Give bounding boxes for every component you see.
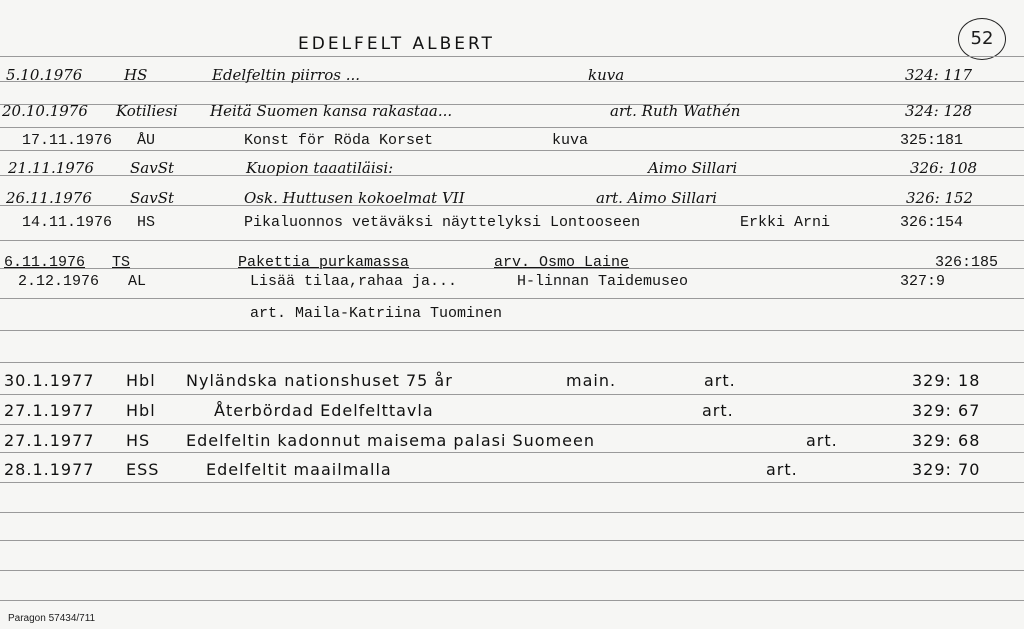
entry-row <box>0 370 1024 392</box>
entry-ref: 326: 108 <box>910 159 978 177</box>
entry-extra2: art. <box>704 371 736 390</box>
entry-date: 21.11.1976 <box>8 159 94 177</box>
entry-title: Kuopion taaatiläisi: <box>246 159 394 177</box>
entry-row <box>0 187 1024 209</box>
entry-title: Nyländska nationshuset 75 år <box>186 371 453 390</box>
entry-title: Osk. Huttusen kokoelmat VII <box>244 189 465 207</box>
entry-ref: 329: 67 <box>912 401 981 420</box>
rule-line <box>0 330 1024 331</box>
entry-title: Återbördad Edelfelttavla <box>214 401 434 420</box>
entry-row <box>0 157 1024 179</box>
entry-title: Konst för Röda Korset <box>244 132 434 149</box>
rule-line <box>0 512 1024 513</box>
rule-line <box>0 362 1024 363</box>
entry-source: SavSt <box>130 159 174 177</box>
rule-line <box>0 600 1024 601</box>
entry-row <box>0 430 1024 452</box>
rule-line <box>0 452 1024 453</box>
entry-extra2: art. <box>806 431 838 450</box>
entry-extra: art. Aimo Sillari <box>596 189 717 207</box>
entry-date: 2.12.1976 <box>18 273 100 290</box>
rule-line <box>0 56 1024 57</box>
entry-extra: arv. Osmo Laine <box>494 254 630 271</box>
rule-line <box>0 540 1024 541</box>
entry-date: 17.11.1976 <box>22 132 113 149</box>
entry-source: Kotiliesi <box>116 102 178 120</box>
entry-row <box>0 64 1024 86</box>
rule-line <box>0 394 1024 395</box>
entry-row <box>0 271 1024 293</box>
entry-title: Pikaluonnos vetäväksi näyttelyksi Lontooseen <box>244 214 641 231</box>
entry-date: 28.1.1977 <box>4 460 95 479</box>
entry-ref: 329: 18 <box>912 371 981 390</box>
entry-source: TS <box>112 254 131 271</box>
entry-extra: art. Ruth Wathén <box>610 102 741 120</box>
entry-source: HS <box>137 214 156 231</box>
rule-line <box>0 127 1024 128</box>
entry-extra2: art. <box>766 460 798 479</box>
entry-date: 20.10.1976 <box>2 102 88 120</box>
entry-date: 27.1.1977 <box>4 401 95 420</box>
entry-date: 6.11.1976 <box>4 254 86 271</box>
entry-extra2: art. <box>702 401 734 420</box>
rule-line <box>0 482 1024 483</box>
page-number-circle: 52 <box>958 18 1006 60</box>
entry-extra: H-linnan Taidemuseo <box>517 273 689 290</box>
entry-extra: kuva <box>588 66 625 84</box>
entry-title: art. Maila-Katriina Tuominen <box>250 305 503 322</box>
entry-source: SavSt <box>130 189 174 207</box>
entry-source: HS <box>124 66 148 84</box>
entry-date: 5.10.1976 <box>6 66 83 84</box>
card-heading: EDELFELT ALBERT <box>298 34 495 54</box>
entry-source: ESS <box>126 460 160 479</box>
entry-extra: Aimo Sillari <box>648 159 738 177</box>
entry-row <box>0 130 1024 152</box>
entry-title: Edelfeltin kadonnut maisema palasi Suomeen <box>186 431 596 450</box>
entry-row <box>0 459 1024 481</box>
entry-extra: Erkki Arni <box>740 214 831 231</box>
entry-source: HS <box>126 431 151 450</box>
entry-ref: 326:154 <box>900 214 964 231</box>
entry-row <box>0 100 1024 122</box>
entry-ref: 324: 117 <box>905 66 973 84</box>
entry-ref: 329: 70 <box>912 460 981 479</box>
entry-date: 30.1.1977 <box>4 371 95 390</box>
entry-date: 14.11.1976 <box>22 214 113 231</box>
entry-title: Edelfeltit maailmalla <box>206 460 392 479</box>
entry-ref: 324: 128 <box>905 102 973 120</box>
entry-title: Lisää tilaa,rahaa ja... <box>250 273 458 290</box>
entry-date: 27.1.1977 <box>4 431 95 450</box>
entry-ref: 326:185 <box>935 254 999 271</box>
entry-extra: main. <box>566 371 617 390</box>
entry-title: Edelfeltin piirros ... <box>212 66 361 84</box>
entry-ref: 325:181 <box>900 132 964 149</box>
entry-extra: kuva <box>552 132 589 149</box>
entry-title: Pakettia purkamassa <box>238 254 410 271</box>
entry-source: AL <box>128 273 147 290</box>
rule-line <box>0 424 1024 425</box>
entry-row <box>0 212 1024 234</box>
entry-date: 26.11.1976 <box>6 189 92 207</box>
entry-title: Heitä Suomen kansa rakastaa... <box>210 102 453 120</box>
entry-ref: 327:9 <box>900 273 946 290</box>
entry-ref: 329: 68 <box>912 431 981 450</box>
rule-line <box>0 298 1024 299</box>
rule-line <box>0 240 1024 241</box>
entry-row <box>0 303 1024 325</box>
entry-source: Hbl <box>126 401 156 420</box>
entry-row <box>0 400 1024 422</box>
entry-source: ÅU <box>137 132 156 149</box>
card-footer: Paragon 57434/711 <box>8 613 96 624</box>
entry-ref: 326: 152 <box>906 189 974 207</box>
rule-line <box>0 570 1024 571</box>
entry-source: Hbl <box>126 371 156 390</box>
